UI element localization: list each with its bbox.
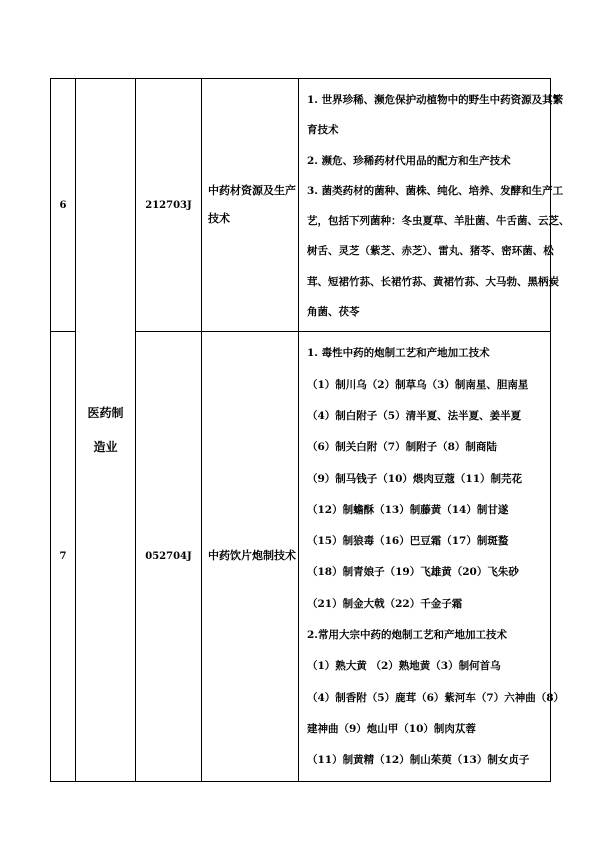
content-line: （9）制马钱子（10）煨肉豆蔻（11）制芫花 — [307, 472, 523, 485]
content-line: 树舌、灵芝（紫芝、赤芝）、雷丸、猪苓、密环菌、松 — [307, 245, 554, 258]
content-line: 2. 濒危、珍稀药材代用品的配方和生产技术 — [307, 154, 511, 167]
row-number: 7 — [51, 332, 76, 781]
tech-code: 212703J — [136, 79, 202, 332]
content-line: （11）制黄精（12）制山茱萸（13）制女贞子 — [307, 754, 530, 767]
tech-code: 052704J — [136, 332, 202, 781]
industry-label: 医药制造业 — [87, 405, 124, 454]
content-line: 育技术 — [307, 124, 339, 137]
industry-cell — [76, 79, 136, 782]
content-line: （1）制川乌（2）制草乌（3）制南星、胆南星 — [307, 378, 529, 391]
tech-content — [299, 79, 570, 332]
tech-content — [299, 332, 565, 781]
content-line: （18）制青娘子（19）飞雄黄（20）飞朱砂 — [307, 566, 519, 579]
technology-table — [50, 78, 570, 782]
tech-name: 中药饮片炮制技术 — [202, 332, 299, 781]
content-line: （12）制蟾酥（13）制藤黄（14）制甘遂 — [307, 503, 509, 516]
content-line: （4）制白附子（5）清半夏、法半夏、姜半夏 — [307, 409, 522, 422]
content-line: （6）制关白附（7）制附子（8）制商陆 — [307, 441, 497, 454]
table-row — [51, 79, 551, 332]
content-line: 3. 菌类药材的菌种、菌株、纯化、培养、发酵和生产工 — [307, 184, 564, 197]
content-line: 1. 世界珍稀、濒危保护动植物中的野生中药资源及其繁 — [307, 94, 564, 106]
content-line: （1）熟大黄 （2）熟地黄（3）制何首乌 — [307, 660, 501, 673]
content-line: 2.常用大宗中药的炮制工艺和产地加工技术 — [307, 629, 507, 642]
content-line: 角菌、茯苓 — [307, 306, 360, 319]
tech-name: 中药材资源及生产技术 — [202, 79, 299, 332]
content-line: 艺，包括下列菌种：冬虫夏草、羊肚菌、牛舌菌、云芝、 — [307, 215, 570, 228]
content-line: （4）制香附（5）鹿茸（6）紫河车（7）六神曲（8） — [307, 691, 565, 704]
content-line: （15）制狼毒（16）巴豆霜（17）制斑蝥 — [307, 535, 509, 548]
row-number: 6 — [51, 79, 76, 332]
content-line: 茸、短裙竹荪、长裙竹荪、黄裙竹荪、大马勃、黑柄炭 — [307, 275, 559, 288]
content-line: 1. 毒性中药的炮制工艺和产地加工技术 — [307, 347, 490, 360]
content-line: 建神曲（9）炮山甲（10）制肉苁蓉 — [307, 722, 476, 735]
content-line: （21）制金大戟（22）千金子霜 — [307, 597, 463, 610]
